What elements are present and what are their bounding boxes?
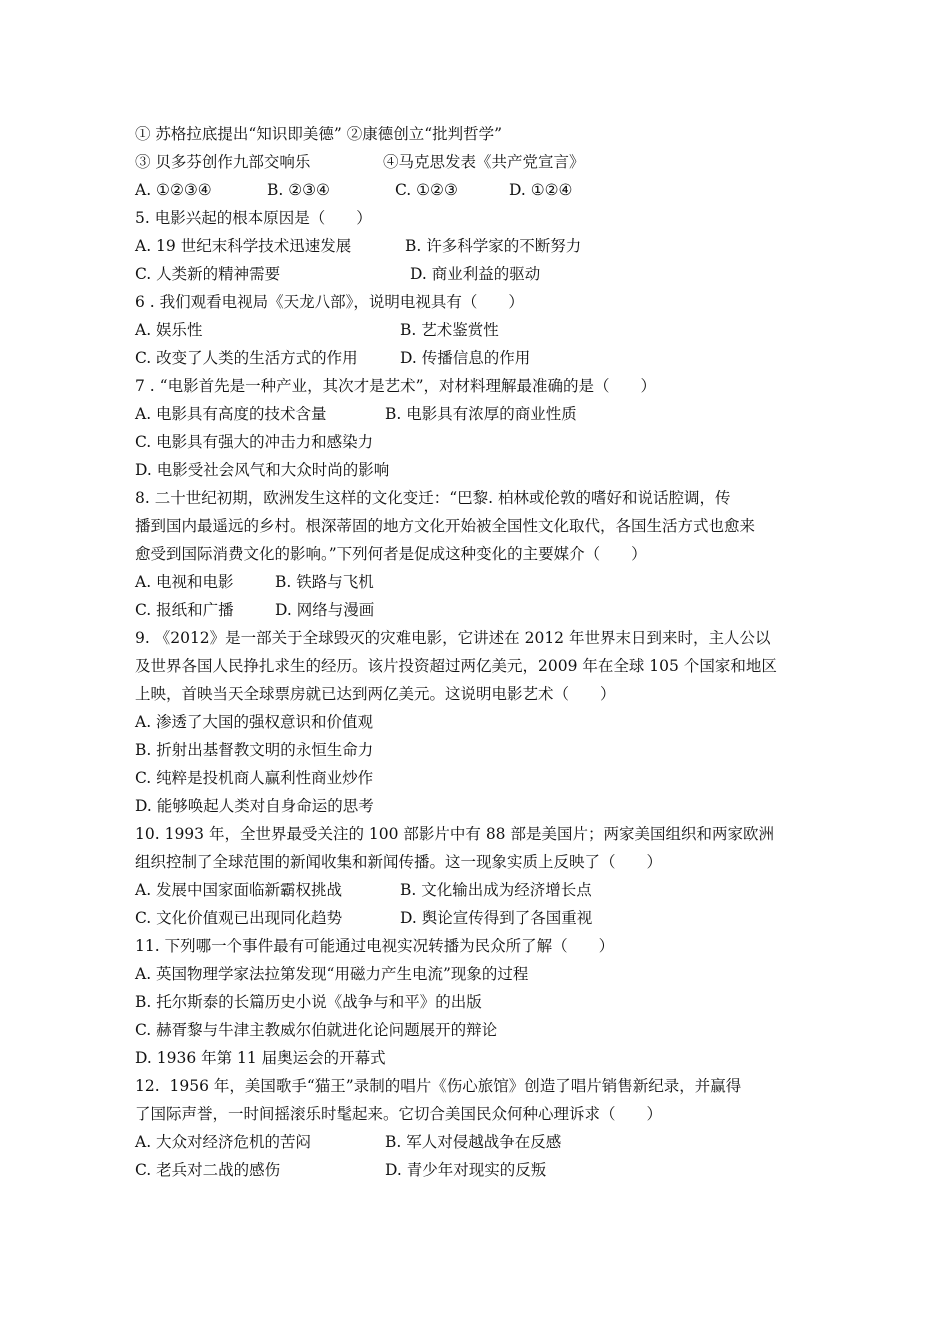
option-text: C. 改变了人类的生活方式的作用	[135, 349, 358, 367]
option-text: B. 艺术鉴赏性	[400, 321, 499, 339]
text-line	[135, 932, 825, 960]
text-line	[135, 876, 825, 904]
line-text: C. 纯粹是投机商人赢利性商业炒作	[135, 769, 374, 787]
option-text: D. 商业利益的驱动	[410, 265, 541, 283]
text-line	[135, 1072, 825, 1100]
line-text: 组织控制了全球范围的新闻收集和新闻传播。这一现象实质上反映了（ ）	[135, 853, 663, 871]
option-text: A. 娱乐性	[135, 321, 203, 339]
text-line	[135, 1128, 825, 1156]
text-line	[135, 1100, 825, 1128]
option-text: A. ①②③④	[135, 181, 212, 199]
line-text: 8. 二十世纪初期，欧洲发生这样的文化变迁：“巴黎. 柏林或伦敦的嗜好和说话腔调，传	[135, 489, 731, 507]
text-line	[135, 568, 825, 596]
line-text: A. 英国物理学家法拉第发现“用磁力产生电流”现象的过程	[135, 965, 529, 983]
line-text: 7 . “电影首先是一种产业，其次才是艺术”，对材料理解最准确的是（ ）	[135, 377, 656, 395]
line-text: 及世界各国人民挣扎求生的经历。该片投资超过两亿美元，2009 年在全球 105 个国家和地区	[135, 657, 777, 675]
option-text: D. 网络与漫画	[275, 601, 375, 619]
line-text: D. 电影受社会风气和大众时尚的影响	[135, 461, 390, 479]
option-text: ②康德创立“批判哲学”	[346, 125, 503, 143]
option-text: B. 许多科学家的不断努力	[405, 237, 582, 255]
option-text: B. 电影具有浓厚的商业性质	[385, 405, 577, 423]
line-text: D. 1936 年第 11 届奥运会的开幕式	[135, 1049, 386, 1067]
text-line	[135, 764, 825, 792]
text-line	[135, 372, 825, 400]
text-line	[135, 792, 825, 820]
text-line	[135, 848, 825, 876]
text-line	[135, 904, 825, 932]
option-text: A. 19 世纪末科学技术迅速发展	[135, 237, 352, 255]
line-text: 愈受到国际消费文化的影响。”下列何者是促成这种变化的主要媒介（ ）	[135, 545, 647, 563]
text-line	[135, 512, 825, 540]
text-line	[135, 540, 825, 568]
text-line	[135, 232, 825, 260]
line-text: 12. 1956 年，美国歌手“猫王”录制的唱片《伤心旅馆》创造了唱片销售新纪录，并赢得	[135, 1077, 742, 1095]
option-text: C. 人类新的精神需要	[135, 265, 281, 283]
option-text: C. 文化价值观已出现同化趋势	[135, 909, 343, 927]
line-text: 10. 1993 年，全世界最受关注的 100 部影片中有 88 部是美国片；两家美国组织和两家欧洲	[135, 825, 774, 843]
option-text: D. 传播信息的作用	[400, 349, 531, 367]
line-text: 了国际声誉，一时间摇滚乐时髦起来。它切合美国民众何种心理诉求（ ）	[135, 1105, 663, 1123]
option-text: B. 铁路与飞机	[275, 573, 374, 591]
line-text: 6 . 我们观看电视局《天龙八部》，说明电视具有（ ）	[135, 293, 524, 311]
text-line	[135, 1016, 825, 1044]
text-line	[135, 960, 825, 988]
line-text: 上映，首映当天全球票房就已达到两亿美元。这说明电影艺术（ ）	[135, 685, 616, 703]
option-text: D. 青少年对现实的反叛	[385, 1161, 547, 1179]
option-text: C. 老兵对二战的感伤	[135, 1161, 281, 1179]
text-line	[135, 624, 825, 652]
option-text: A. 电视和电影	[135, 573, 234, 591]
option-text: B. ②③④	[267, 181, 330, 199]
text-line	[135, 708, 825, 736]
line-text: B. 托尔斯泰的长篇历史小说《战争与和平》的出版	[135, 993, 482, 1011]
option-text: A. 发展中国家面临新霸权挑战	[135, 881, 343, 899]
text-line	[135, 820, 825, 848]
text-line	[135, 400, 825, 428]
line-text: 播到国内最遥远的乡村。根深蒂固的地方文化开始被全国性文化取代，各国生活方式也愈来	[135, 517, 756, 535]
text-line	[135, 456, 825, 484]
text-line	[135, 204, 825, 232]
exam-text	[135, 120, 825, 1184]
option-text: C. 报纸和广播	[135, 601, 234, 619]
option-text: D. ①②④	[509, 181, 573, 199]
line-text: C. 赫胥黎与牛津主教威尔伯就进化论问题展开的辩论	[135, 1021, 498, 1039]
text-line	[135, 120, 825, 148]
line-text: 9. 《2012》是一部关于全球毁灭的灾难电影，它讲述在 2012 年世界末日到来时，主人公以	[135, 629, 771, 647]
line-text: B. 折射出基督教文明的永恒生命力	[135, 741, 374, 759]
text-line	[135, 288, 825, 316]
line-text: 11. 下列哪一个事件最有可能通过电视实况转播为民众所了解（ ）	[135, 937, 615, 955]
text-line	[135, 1156, 825, 1184]
option-text: B. 军人对侵越战争在反感	[385, 1133, 562, 1151]
text-line	[135, 680, 825, 708]
text-line	[135, 1044, 825, 1072]
line-text: A. 渗透了大国的强权意识和价值观	[135, 713, 374, 731]
option-text: B. 文化输出成为经济增长点	[400, 881, 592, 899]
line-text: 5. 电影兴起的根本原因是（ ）	[135, 209, 372, 227]
line-text: D. 能够唤起人类对自身命运的思考	[135, 797, 374, 815]
option-text: ① 苏格拉底提出“知识即美德”	[135, 125, 347, 143]
option-text: D. 舆论宣传得到了各国重视	[400, 909, 593, 927]
text-line	[135, 316, 825, 344]
line-text: C. 电影具有强大的冲击力和感染力	[135, 433, 374, 451]
text-line	[135, 260, 825, 288]
text-line	[135, 736, 825, 764]
option-text: C. ①②③	[395, 181, 458, 199]
option-text: A. 大众对经济危机的苦闷	[135, 1133, 312, 1151]
text-line	[135, 176, 825, 204]
text-line	[135, 596, 825, 624]
option-text: A. 电影具有高度的技术含量	[135, 405, 327, 423]
option-text: ③ 贝多芬创作九部交响乐	[135, 153, 311, 171]
text-line	[135, 988, 825, 1016]
text-line	[135, 344, 825, 372]
text-line	[135, 652, 825, 680]
option-text: ④马克思发表《共产党宣言》	[383, 153, 585, 171]
text-line	[135, 484, 825, 512]
text-line	[135, 428, 825, 456]
text-line	[135, 148, 825, 176]
